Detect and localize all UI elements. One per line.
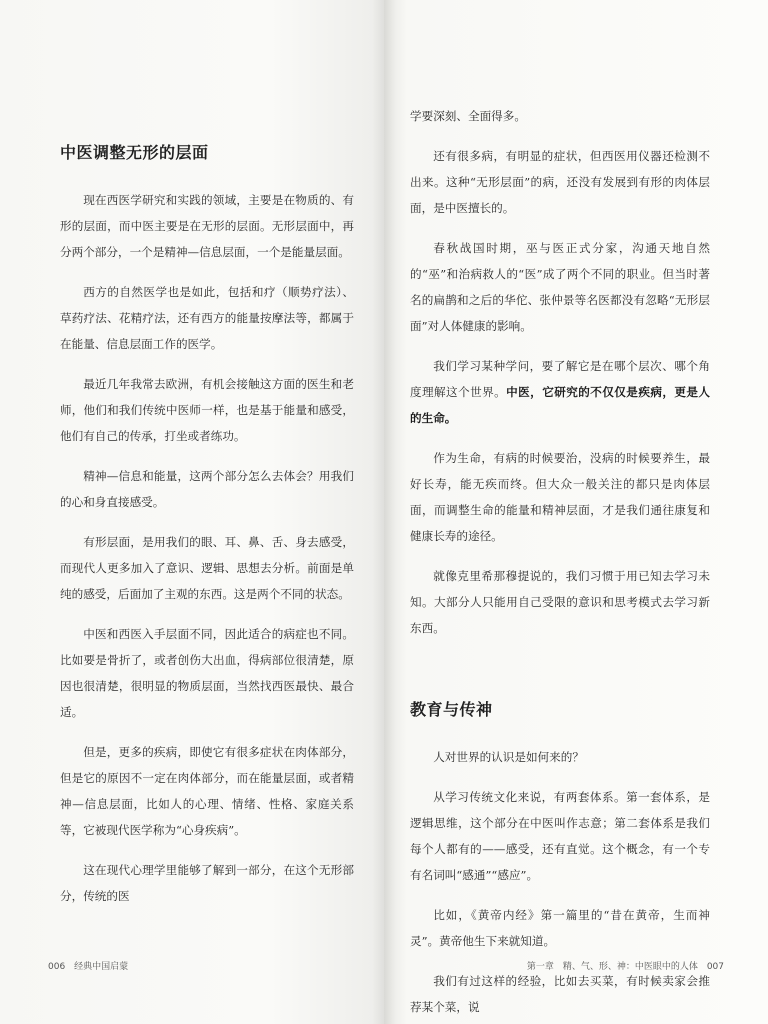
page-number: 007 xyxy=(706,962,724,972)
left-page-content xyxy=(60,140,354,923)
chapter-title: 第一章 精、气、形、神：中医眼中的人体 xyxy=(526,962,698,972)
section-spacer xyxy=(410,655,710,697)
paragraph: 现在西医学研究和实践的领域，主要是在物质的、有形的层面，而中医主要是在无形的层面。无形层面中，再分两个部分，一个是精神—信息层面，一个是能量层面。 xyxy=(60,193,354,259)
paragraph: 春秋战国时期，巫与医正式分家，沟通天地自然的“巫”和治病救人的“医”成了两个不同的职业。但当时著名的扁鹊和之后的华佗、张仲景等名医都没有忽略“无形层面”对人体健康的影响。 xyxy=(410,241,710,333)
paragraph: 有形层面，是用我们的眼、耳、鼻、舌、身去感受，而现代人更多加入了意识、逻辑、思想去分析。前面是单纯的感受，后面加了主观的东西。这是两个不同的状态。 xyxy=(60,535,354,601)
paragraph: 精神—信息和能量，这两个部分怎么去体会？用我们的心和身直接感受。 xyxy=(60,469,354,509)
paragraph-lead: 我们学习某种学问，要了解它是在哪个层次、哪个角度理解这个世界。 xyxy=(410,359,710,399)
paragraph: 但是，更多的疾病，即使它有很多症状在肉体部分，但是它的原因不一定在肉体部分，而在能量层面，或者精神—信息层面，比如人的心理、情绪、性格、家庭关系等，它被现代医学称为“心身疾病”。 xyxy=(60,745,354,837)
book-title: 经典中国启蒙 xyxy=(74,962,129,972)
paragraph: 还有很多病，有明显的症状，但西医用仪器还检测不出来。这种“无形层面”的病，还没有发展到有形的肉体层面，是中医擅长的。 xyxy=(410,149,710,215)
section-heading: 中医调整无形的层面 xyxy=(60,143,209,162)
emphasis-text: 中医，它研究的不仅仅是疾病，更是人的生命。 xyxy=(410,385,710,425)
paragraph: 就像克里希那穆提说的，我们习惯于用已知去学习未知。大部分人只能用自己受限的意识和思考模式去学习新东西。 xyxy=(410,569,710,635)
left-page-footer xyxy=(48,959,128,972)
paragraph: 西方的自然医学也是如此，包括和疗（顺势疗法）、草药疗法、花精疗法，还有西方的能量按摩法等，都属于在能量、信息层面工作的医学。 xyxy=(60,285,354,351)
paragraph: 中医和西医入手层面不同，因此适合的病症也不同。比如要是骨折了，或者创伤大出血，得病部位很清楚，原因也很清楚，很明显的物质层面，当然找西医最快、最合适。 xyxy=(60,627,354,719)
right-page-content xyxy=(410,103,710,1024)
book-gutter xyxy=(372,0,396,1024)
right-page xyxy=(384,0,768,1024)
page-number: 006 xyxy=(48,962,66,972)
paragraph: 比如，《黄帝内经》第一篇里的“昔在黄帝，生而神灵”。黄帝他生下来就知道。 xyxy=(410,908,710,948)
paragraph: 我们有过这样的经验，比如去买菜，有时候卖家会推荐某个菜，说 xyxy=(410,974,710,1014)
paragraph: 作为生命，有病的时候要治，没病的时候要养生，最好长寿，能无疾而终。但大众一般关注的都只是肉体层面，而调整生命的能量和精神层面，才是我们通往康复和健康长寿的途径。 xyxy=(410,451,710,543)
paragraph: 从学习传统文化来说，有两套体系。第一套体系，是逻辑思维，这个部分在中医叫作志意；第二套体系是我们每个人都有的——感受，还有直觉。这个概念，有一个专有名词叫“感通”“感应”。 xyxy=(410,790,710,882)
paragraph: 这在现代心理学里能够了解到一部分，在这个无形部分，传统的医 xyxy=(60,863,354,903)
paragraph: 最近几年我常去欧洲，有机会接触这方面的医生和老师，他们和我们传统中医师一样，也是基于能量和感受，他们有自己的传承，打坐或者练功。 xyxy=(60,377,354,443)
paragraph: 学要深刻、全面得多。 xyxy=(410,109,526,123)
section-heading: 教育与传神 xyxy=(410,700,493,719)
right-page-footer xyxy=(527,959,724,972)
paragraph: 人对世界的认识是如何来的？ xyxy=(433,750,584,764)
paragraph xyxy=(410,353,710,431)
